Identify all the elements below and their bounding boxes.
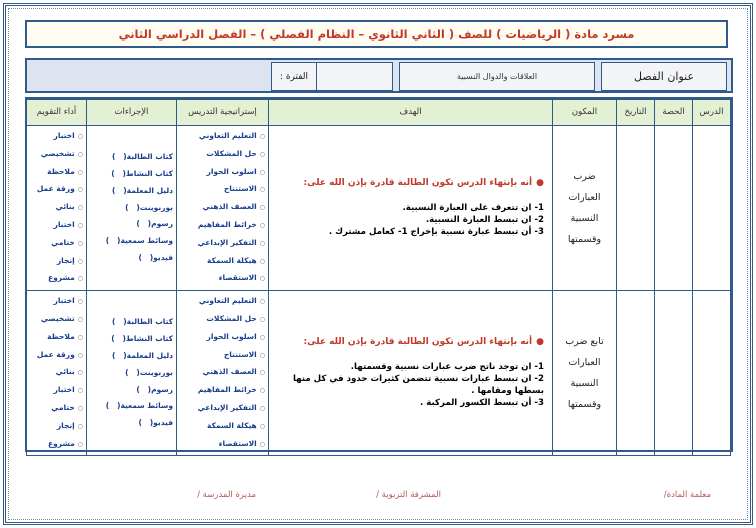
strategy-item: ○ التفكير الإبداعي (180, 400, 265, 418)
col-element: المكون (553, 100, 617, 126)
strategy-item: ○ التعليم التعاوني (180, 128, 265, 146)
procedures-cell (87, 126, 177, 291)
evaluation-item: ○ بنائي (30, 199, 83, 217)
evaluation-item: ○ اختبار (30, 217, 83, 235)
evaluation-item: ○ بنائي (30, 364, 83, 382)
evaluation-item: ○ إنجاز (30, 253, 83, 271)
unit-title-label: عنوان الفصل (601, 62, 727, 91)
unit-title-row (25, 58, 733, 93)
strategy-item: ○ العصف الذهني (180, 199, 265, 217)
strategy-item: ○ الاستنتاج (180, 347, 265, 365)
procedure-item: وسائط سمعية( ) (105, 401, 173, 411)
objective-item: 2- ان تبسط عبارات نسبية تتضمن كثيرات حدود في كل منها بسطها ومقامها . (292, 374, 544, 397)
procedure-item: كتاب النشاط( ) (111, 334, 173, 344)
procedure-item: دليل المعلمة( ) (111, 185, 173, 195)
procedure-item: رسوم( ) (136, 219, 173, 229)
strategy-item: ○ العصف الذهني (180, 364, 265, 382)
session-cell (655, 126, 693, 291)
evaluation-item: ○ اختبار (30, 382, 83, 400)
plan-header (25, 20, 728, 48)
strategy-item: ○ الاستقصاء (180, 436, 265, 454)
session-cell (655, 291, 693, 456)
objective-item: 1- ان توجد ناتج ضرب عبارات نسبية وقسمتها. (350, 362, 544, 373)
procedure-item: كتاب الطالبة( ) (111, 152, 173, 162)
col-date: التاريخ (617, 100, 655, 126)
footer-supervisor: المشرفة التربوية / (376, 490, 441, 500)
evaluation-item: ○ إنجاز (30, 418, 83, 436)
evaluation-item: ○ مشروع (30, 270, 83, 288)
strategy-item: ○ اسلوب الحوار (180, 329, 265, 347)
strategy-item: ○ هيكلة السمكة (180, 253, 265, 271)
element-cell: تابع ضرب العبارات النسبية وقسمتها (553, 291, 617, 456)
table-row (27, 291, 731, 456)
objective-cell (269, 126, 553, 291)
unit-title-value: العلاقات والدوال النسبية (399, 62, 595, 91)
objective-item: 3- أن تبسط عبارة نسبية بإخراج 1- كعامل مشترك . (328, 227, 544, 238)
evaluation-item: ○ اختبار (30, 293, 83, 311)
col-strategies: إستراتيجية التدريس (177, 100, 269, 126)
col-objective: الهدف (269, 100, 553, 126)
lesson-cell (693, 291, 731, 456)
lesson-cell (693, 126, 731, 291)
element-cell: ضرب العبارات النسبية وقسمتها (553, 126, 617, 291)
procedures-cell (87, 291, 177, 456)
procedure-item: رسوم( ) (136, 384, 173, 394)
procedure-item: بوربوينت( ) (125, 367, 173, 377)
procedure-item: فيديو( ) (138, 253, 173, 263)
strategy-item: ○ الاستنتاج (180, 181, 265, 199)
evaluation-item: ○ مشروع (30, 436, 83, 454)
evaluation-item: ○ تشخيصي (30, 146, 83, 164)
evaluation-item: ○ اختبار (30, 128, 83, 146)
objective-item: 2- ان تبسط العبارة النسبية. (425, 215, 544, 226)
strategy-item: ○ خرائط المفاهيم (180, 217, 265, 235)
col-lesson: الدرس (693, 100, 731, 126)
procedure-item: دليل المعلمة( ) (111, 351, 173, 361)
footer-principal: مديرة المدرسة / (197, 490, 256, 500)
strategy-item: ○ حل المشكلات (180, 311, 265, 329)
plan-header-text: مسرد مادة ( الرياضيات ) للصف ( الثاني الثانوي – النظام الفصلي ) – الفصل الدراسي الثاني (118, 27, 635, 41)
table-row (27, 126, 731, 291)
evaluation-item: ○ ورقة عمل (30, 347, 83, 365)
strategies-cell (177, 291, 269, 456)
evaluation-item: ○ ملاحظة (30, 164, 83, 182)
evaluation-item: ○ ختامي (30, 400, 83, 418)
strategy-item: ○ هيكلة السمكة (180, 418, 265, 436)
date-cell (617, 126, 655, 291)
objective-lead: ● أنه بإنتهاء الدرس تكون الطالبة قادرة بإذن الله على: (273, 337, 544, 347)
objective-cell (269, 291, 553, 456)
procedure-item: وسائط سمعية( ) (105, 236, 173, 246)
date-cell (617, 291, 655, 456)
evaluation-item: ○ تشخيصي (30, 311, 83, 329)
procedure-item: بوربوينت( ) (125, 202, 173, 212)
strategy-item: ○ حل المشكلات (180, 146, 265, 164)
strategy-item: ○ التفكير الإبداعي (180, 235, 265, 253)
procedure-item: كتاب النشاط( ) (111, 169, 173, 179)
objective-lead: ● أنه بإنتهاء الدرس تكون الطالبة قادرة بإذن الله على: (273, 178, 544, 188)
strategy-item: ○ الاستقصاء (180, 270, 265, 288)
lesson-plan-table (25, 97, 733, 452)
procedure-item: فيديو( ) (138, 418, 173, 428)
procedure-item: كتاب الطالبة( ) (111, 317, 173, 327)
evaluation-item: ○ ملاحظة (30, 329, 83, 347)
strategy-item: ○ اسلوب الحوار (180, 164, 265, 182)
objective-item: 3- أن تبسط الكسور المركبة . (420, 398, 544, 409)
strategy-item: ○ خرائط المفاهيم (180, 382, 265, 400)
strategy-item: ○ التعليم التعاوني (180, 293, 265, 311)
objective-item: 1- ان تتعرف على العبارة النسبية. (402, 203, 544, 214)
period-label: الفترة : (271, 62, 317, 91)
evaluation-item: ○ ختامي (30, 235, 83, 253)
evaluation-cell (27, 126, 87, 291)
evaluation-item: ○ ورقة عمل (30, 181, 83, 199)
evaluation-cell (27, 291, 87, 456)
strategies-cell (177, 126, 269, 291)
col-session: الحصة (655, 100, 693, 126)
col-evaluation: أداء التقويم (27, 100, 87, 126)
footer-teacher: معلمة المادة/ (663, 490, 711, 500)
col-procedures: الإجراءات (87, 100, 177, 126)
